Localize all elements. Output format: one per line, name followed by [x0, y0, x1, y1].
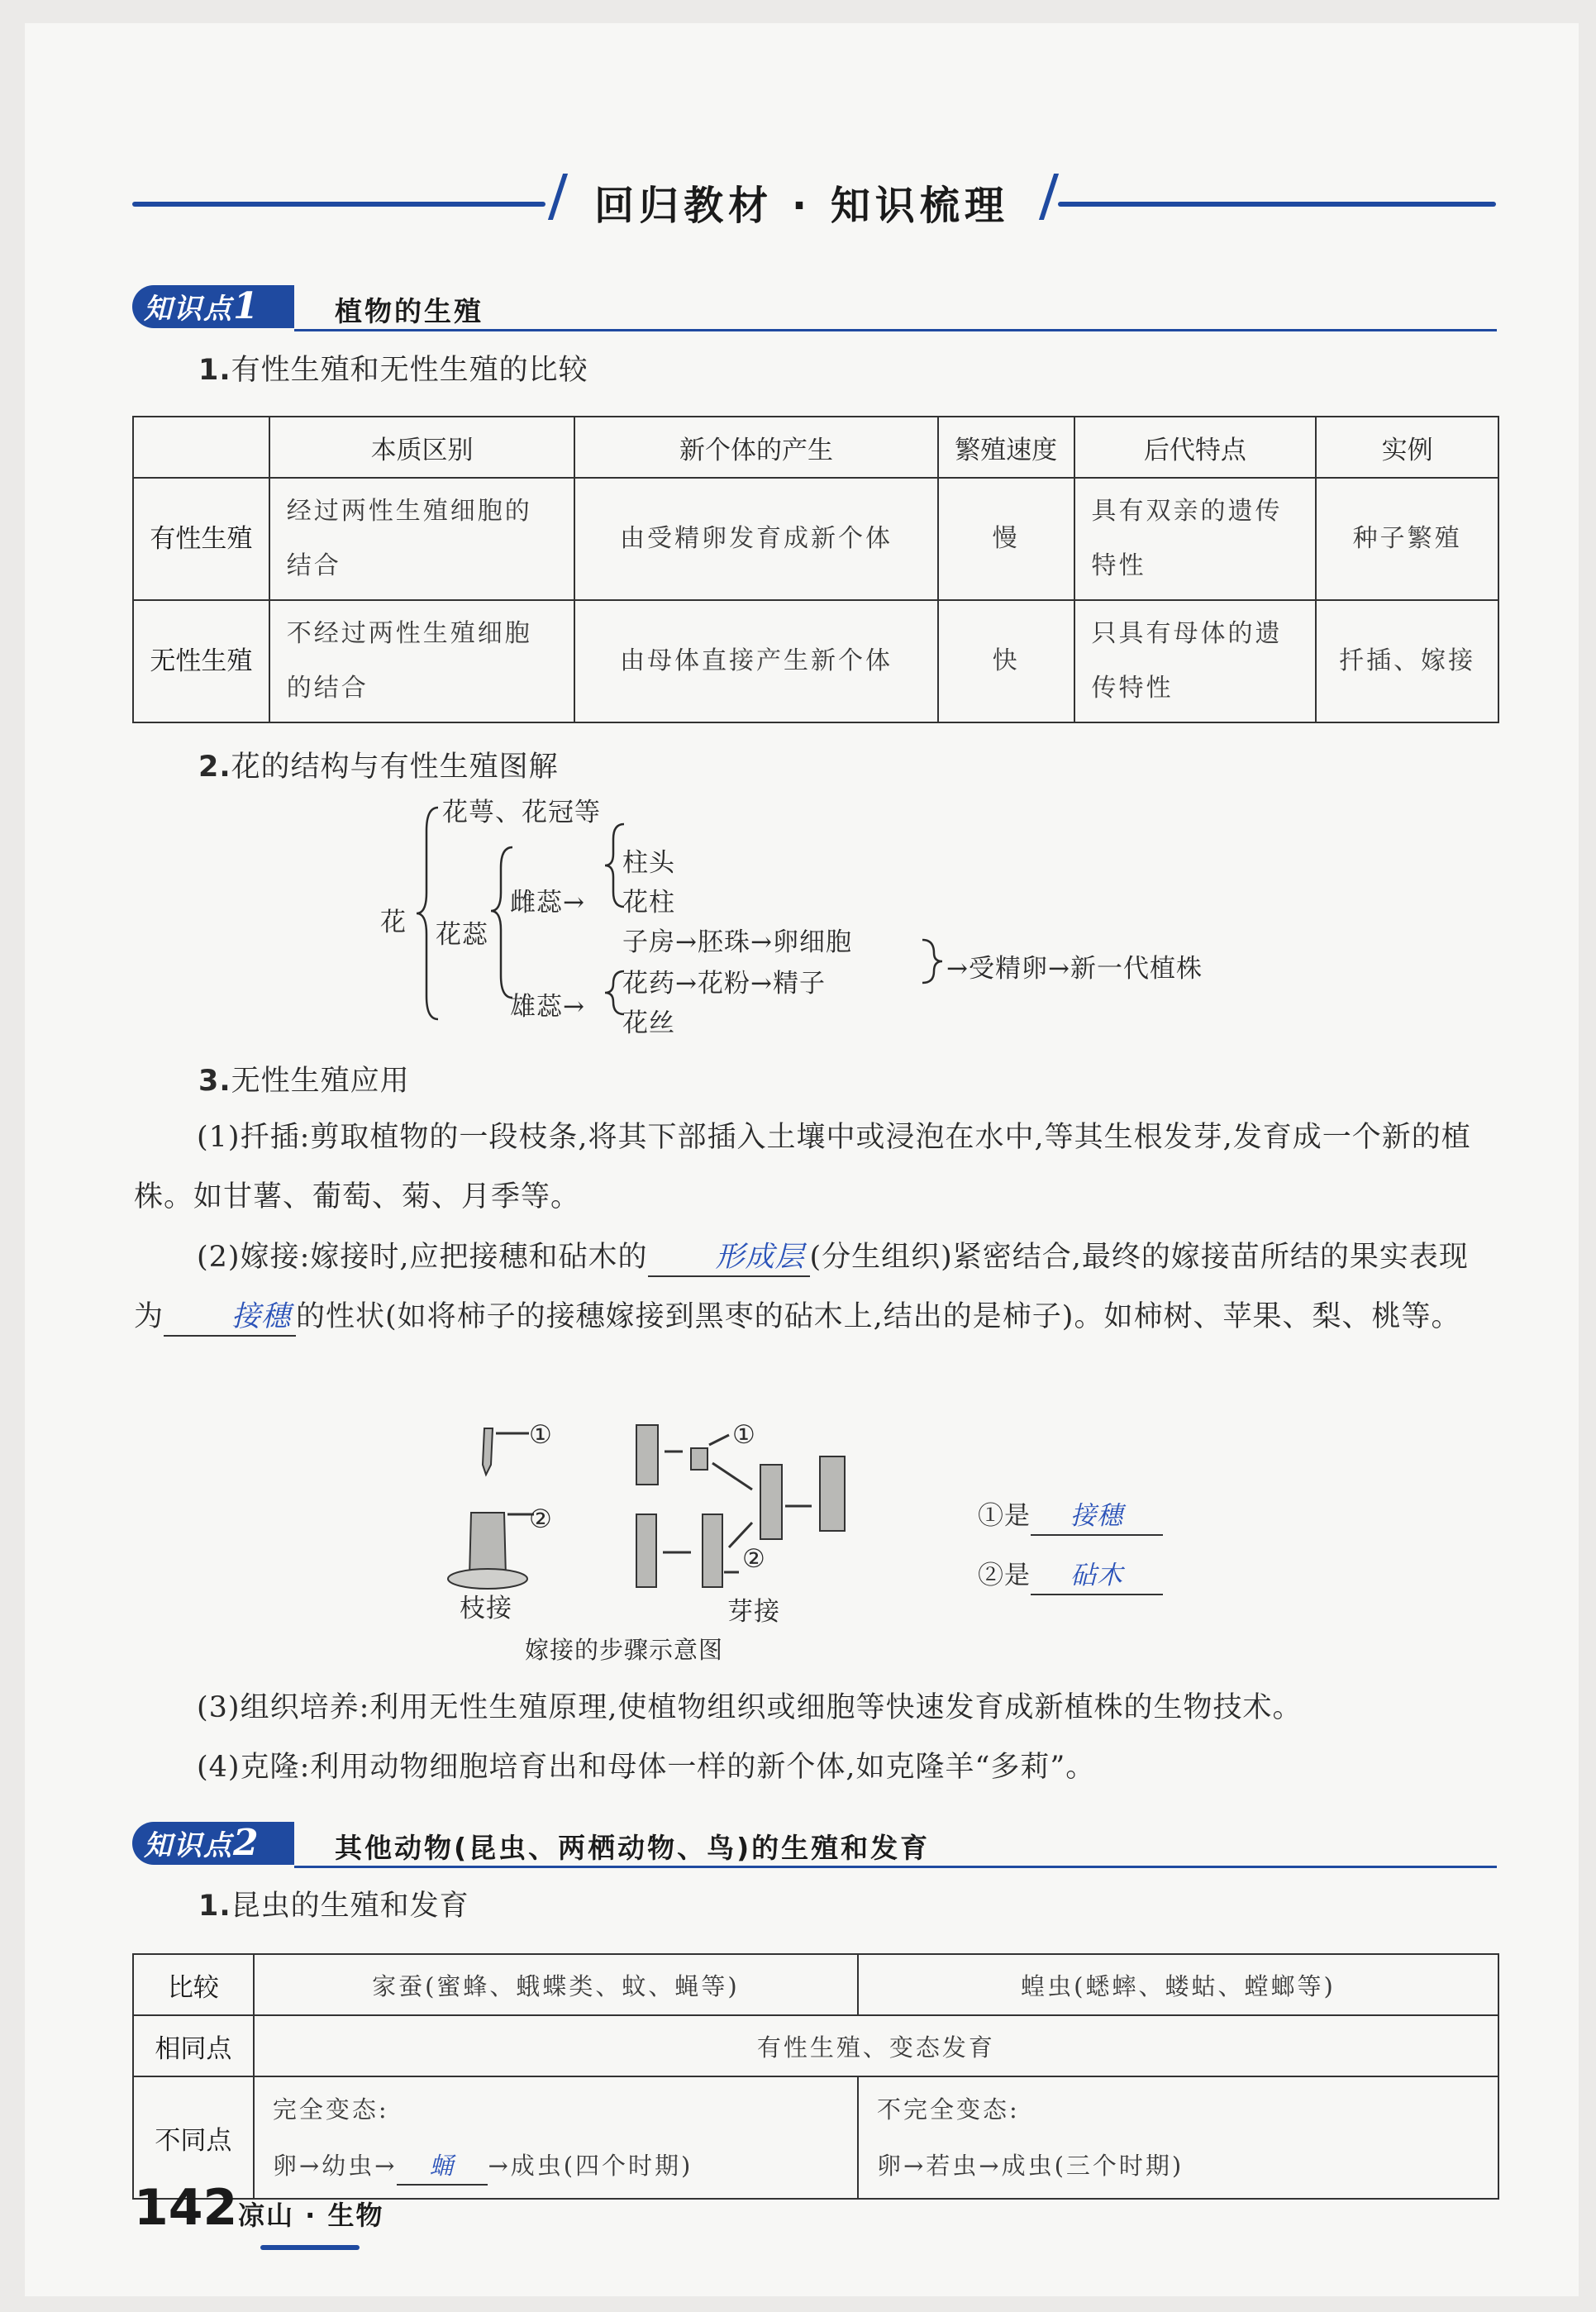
sec1-2-text: 花的结构与有性生殖图解 — [231, 751, 559, 784]
diagram-egg: 卵细胞 — [772, 927, 852, 957]
diagram-stamen-label: 雄蕊 — [510, 992, 563, 1022]
table2-header-row — [133, 1954, 1498, 2015]
sec1-1-heading — [198, 347, 588, 389]
table1-header-row — [133, 417, 1498, 478]
table1-essence-cell — [269, 478, 575, 600]
bud-graft-label: 芽接 — [727, 1597, 780, 1627]
table1-header-produce: 新个体的产生 — [574, 417, 937, 478]
blank-scion: 接穗 — [164, 1299, 296, 1337]
sec1-2-heading — [198, 744, 559, 785]
sec1-1-num: 1. — [198, 354, 231, 387]
table1-traits-line1: 只具有母体的遗 — [1091, 619, 1283, 648]
kp2-rule — [294, 1866, 1497, 1868]
table2-incomplete-metamorphosis — [858, 2076, 1498, 2199]
grafting-text-b: (分生组织)紧密结合,最终的嫁接苗所结的果实表现为 — [134, 1241, 1469, 1333]
cutting-paragraph: (1)扦插:剪取植物的一段枝条,将其下部插入土壤中或浸泡在水中,等其生根发芽,发育成一个新的植株。如甘薯、葡萄、菊、月季等。 — [134, 1121, 1471, 1213]
sec2-1-num: 1. — [198, 1890, 231, 1923]
diagram-calyx-corolla: 花萼、花冠等 — [442, 798, 601, 827]
diagram-ovule: 胚珠 — [697, 927, 750, 957]
table2-complete-b: →成虫(四个时期) — [488, 2152, 693, 2180]
diagram-arrow: → — [1047, 954, 1070, 984]
table2-compare-label: 比较 — [133, 1954, 254, 2015]
footer-label: 凉山 · 生物 — [238, 2200, 384, 2231]
scion-shape — [483, 1428, 493, 1475]
sec1-2-num: 2. — [198, 751, 231, 784]
table1-row-name: 无性生殖 — [133, 600, 269, 722]
grafting-illustration — [438, 1415, 901, 1597]
table1-header-empty — [133, 417, 269, 478]
diagram-sperm: 精子 — [772, 969, 826, 999]
branch-graft-circle-2: ② — [529, 1504, 553, 1534]
table2-silkworm-header: 家蚕(蜜蜂、蛾蝶类、蚊、蝇等) — [254, 1954, 858, 2015]
insect-table — [132, 1953, 1499, 2200]
bud-stem-1 — [636, 1425, 658, 1485]
diagram-arrow: → — [675, 927, 698, 957]
banner-title: 回归教材 · 知识梳理 — [594, 183, 1009, 229]
table1-traits-line2: 特性 — [1091, 551, 1146, 580]
sec1-3-heading — [198, 1058, 410, 1099]
blank-cambium: 形成层 — [648, 1239, 810, 1277]
diagram-arrow: → — [563, 992, 585, 1022]
answer-rootstock: 砧木 — [1031, 1557, 1163, 1595]
sec1-3-num: 3. — [198, 1065, 231, 1098]
grafting-paragraph — [134, 1228, 1498, 1347]
kp2-title: 其他动物(昆虫、两栖动物、鸟)的生殖和发育 — [335, 1832, 931, 1864]
diagram-arrow: → — [750, 969, 773, 999]
diagram-arrow: → — [946, 954, 969, 984]
table1-header-essence: 本质区别 — [269, 417, 575, 478]
table1-row-asexual — [133, 600, 1498, 722]
footer-accent-bar — [260, 2245, 360, 2250]
soil-mound — [448, 1569, 527, 1589]
diagram-ovary: 子房 — [622, 927, 675, 957]
diagram-anther: 花药 — [622, 969, 675, 999]
sec1-3-text: 无性生殖应用 — [231, 1065, 410, 1098]
diagram-stamens: 花蕊 — [436, 920, 488, 950]
table1-header-speed: 繁殖速度 — [938, 417, 1074, 478]
grafting-text-c: 的性状(如将柿子的接穗嫁接到黑枣的砧木上,结出的是柿子)。如柿树、苹果、梨、桃等。 — [296, 1300, 1461, 1333]
table1-traits-line2: 传特性 — [1091, 674, 1174, 703]
table1-essence-line1: 经过两性生殖细胞的 — [286, 497, 532, 526]
reproduction-compare-table — [132, 416, 1499, 723]
bud-stem-5 — [703, 1514, 722, 1587]
diagram-new-plant: 新一代植株 — [1070, 954, 1203, 984]
kp1-rule — [294, 329, 1497, 331]
diagram-arrow: → — [675, 969, 698, 999]
banner-rule-right — [1058, 202, 1496, 207]
table1-essence-line1: 不经过两性生殖细胞 — [286, 619, 532, 648]
diagram-stamen — [510, 985, 585, 1023]
kp2-badge — [132, 1822, 294, 1865]
cloning-paragraph: (4)克隆:利用动物细胞培育出和母体一样的新个体,如克隆羊“多莉”。 — [197, 1751, 1096, 1784]
table1-row-name: 有性生殖 — [133, 478, 269, 600]
diagram-style: 花柱 — [622, 888, 675, 918]
sec2-1-text: 昆虫的生殖和发育 — [231, 1890, 469, 1923]
grafting-caption: 嫁接的步骤示意图 — [525, 1636, 724, 1664]
table2-complete-metamorphosis — [254, 2076, 858, 2199]
table1-traits-line1: 具有双亲的遗传 — [1091, 497, 1283, 526]
kp1-badge-num: 1 — [233, 285, 260, 327]
grafting-text-a: (2)嫁接:嫁接时,应把接穗和砧木的 — [197, 1241, 648, 1274]
table1-produce: 由母体直接产生新个体 — [574, 600, 937, 722]
table2-incomplete-a: 卵→若虫→成虫(三个时期) — [876, 2152, 1184, 2180]
table1-header-traits: 后代特点 — [1074, 417, 1317, 478]
answer-rootstock-row — [978, 1554, 1163, 1595]
table2-same-label: 相同点 — [133, 2015, 254, 2076]
answer-scion: 接穗 — [1031, 1498, 1163, 1536]
diagram-stigma: 柱头 — [622, 848, 675, 878]
table1-essence-line2: 的结合 — [286, 674, 369, 703]
table2-complete-title: 完全变态: — [272, 2095, 389, 2124]
table1-header-example: 实例 — [1316, 417, 1498, 478]
branch-graft-circle-1: ① — [529, 1420, 553, 1450]
kp1-badge-text: 知识点 — [144, 293, 233, 326]
diagram-ovary-chain — [622, 921, 852, 958]
table2-same-row — [133, 2015, 1498, 2076]
diagram-zygote-chain — [946, 947, 1203, 984]
banner-rule-left — [132, 202, 545, 207]
table1-speed: 快 — [938, 600, 1074, 722]
table2-locust-header: 蝗虫(蟋蟀、蝼蛄、螳螂等) — [858, 1954, 1498, 2015]
kp2-badge-text: 知识点 — [144, 1829, 233, 1862]
bud-stem-3 — [820, 1456, 845, 1531]
branch-graft-label: 枝接 — [460, 1594, 512, 1623]
diagram-pistil — [510, 881, 585, 918]
table1-essence-cell — [269, 600, 575, 722]
table1-example: 种子繁殖 — [1316, 478, 1498, 600]
blank-pupa: 蛹 — [397, 2148, 488, 2186]
table1-traits-cell — [1074, 600, 1317, 722]
bud-stem-4 — [636, 1514, 656, 1587]
table1-row-sexual — [133, 478, 1498, 600]
bud-piece — [691, 1448, 707, 1470]
sec2-1-heading — [198, 1883, 469, 1924]
table2-same-value: 有性生殖、变态发育 — [254, 2015, 1498, 2076]
table2-diff-row — [133, 2076, 1498, 2199]
table2-incomplete-title: 不完全变态: — [876, 2095, 1020, 2124]
diagram-zygote: 受精卵 — [968, 954, 1048, 984]
bud-graft-circle-1: ① — [732, 1420, 756, 1450]
bud-graft-circle-2: ② — [742, 1544, 766, 1574]
kp1-badge — [132, 285, 294, 328]
sec1-1-text: 有性生殖和无性生殖的比较 — [231, 354, 588, 387]
table1-example: 扦插、嫁接 — [1316, 600, 1498, 722]
kp2-badge-num: 2 — [233, 1822, 260, 1864]
answer-scion-row — [978, 1494, 1163, 1536]
table1-essence-line2: 结合 — [286, 551, 341, 580]
table1-traits-cell — [1074, 478, 1317, 600]
diagram-arrow: → — [563, 888, 585, 918]
diagram-pistil-label: 雌蕊 — [510, 888, 563, 918]
bud-stem-2 — [760, 1465, 782, 1539]
diagram-anther-chain — [622, 962, 826, 999]
kp1-title: 植物的生殖 — [335, 295, 484, 327]
table2-diff-label: 不同点 — [133, 2076, 254, 2199]
table1-speed: 慢 — [938, 478, 1074, 600]
diagram-pollen: 花粉 — [697, 969, 750, 999]
diagram-filament: 花丝 — [622, 1008, 675, 1038]
answer-scion-prefix: ①是 — [978, 1501, 1031, 1531]
tissue-culture-paragraph: (3)组织培养:利用无性生殖原理,使植物组织或细胞等快速发育成新植株的生物技术。 — [197, 1691, 1303, 1724]
table1-produce: 由受精卵发育成新个体 — [574, 478, 937, 600]
diagram-arrow: → — [750, 927, 773, 957]
table2-complete-a: 卵→幼虫→ — [272, 2152, 398, 2180]
page-number: 142 — [134, 2179, 238, 2237]
answer-rootstock-prefix: ②是 — [978, 1561, 1031, 1590]
rootstock-shape — [469, 1513, 506, 1577]
diagram-flower: 花 — [380, 908, 407, 937]
